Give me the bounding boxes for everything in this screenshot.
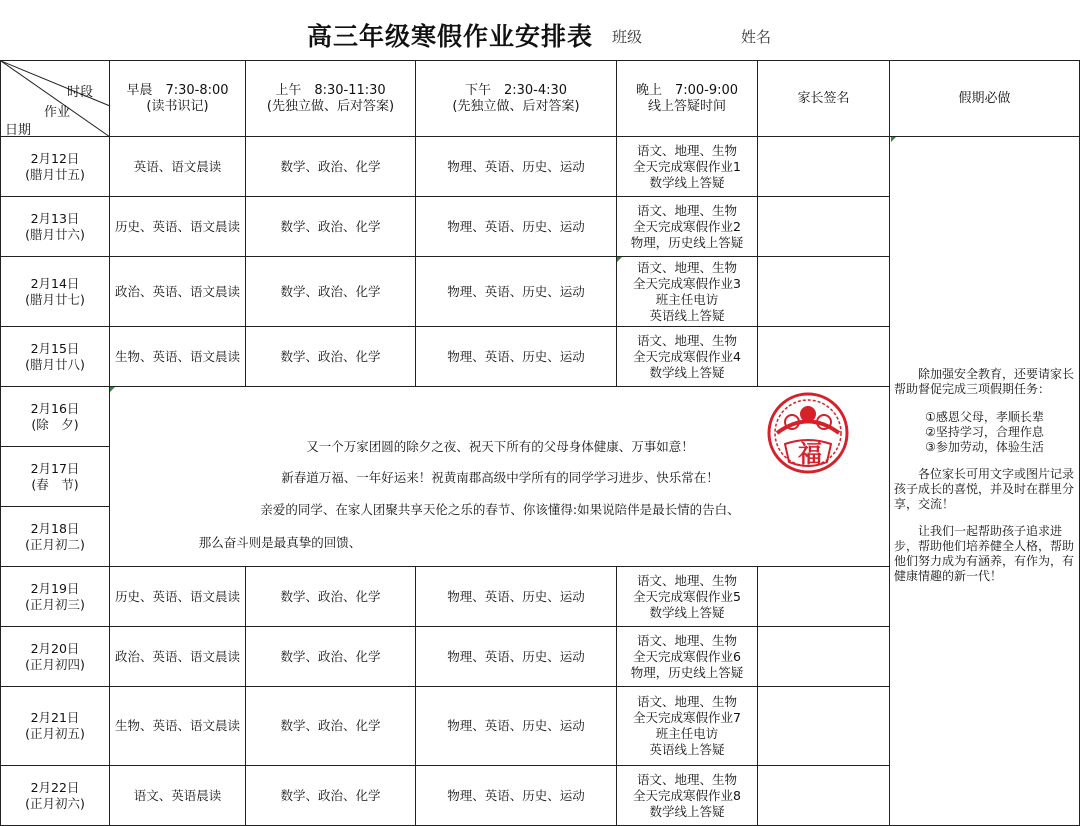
parent-signature-cell bbox=[758, 766, 890, 826]
lunar-date-text: (腊月廿七) bbox=[25, 291, 85, 307]
morning-cell bbox=[110, 257, 246, 327]
evening-line: 语文、地理、生物 bbox=[636, 332, 737, 348]
evening-line: 物理，历史线上答疑 bbox=[630, 234, 744, 250]
am-cell bbox=[246, 137, 416, 197]
must-do-task-2: ②坚持学习，合理作息 bbox=[925, 425, 1044, 439]
evening-line: 全天完成寒假作业3 bbox=[633, 275, 741, 291]
holiday-line-1: 又一个万家团圆的除夕之夜、祝天下所有的父母身体健康、万事如意！ bbox=[306, 439, 694, 454]
am-subjects: 数学、政治、化学 bbox=[280, 283, 381, 299]
morning-subjects: 历史、英语、语文晨读 bbox=[114, 588, 240, 604]
parent-signature-cell bbox=[758, 627, 890, 687]
pm-cell bbox=[416, 327, 617, 387]
am-subjects: 数学、政治、化学 bbox=[280, 158, 381, 174]
pm-subjects: 物理、英语、历史、运动 bbox=[447, 718, 585, 733]
must-do-panel bbox=[890, 137, 1080, 826]
date-text: 2月12日 bbox=[30, 150, 80, 166]
am-subjects: 数学、政治、化学 bbox=[280, 348, 381, 364]
am-cell bbox=[246, 257, 416, 327]
am-cell bbox=[246, 197, 416, 257]
holiday-line-4: 那么奋斗则是最真挚的回馈、 bbox=[198, 535, 362, 550]
lunar-date-text: (春 节) bbox=[31, 476, 79, 492]
evening-line: 语文、地理、生物 bbox=[636, 694, 737, 709]
morning-cell bbox=[110, 137, 246, 197]
col-morning-header bbox=[110, 60, 246, 137]
must-do-task-1: ①感恩父母，孝顺长辈 bbox=[925, 410, 1044, 424]
pm-subjects: 物理、英语、历史、运动 bbox=[447, 348, 585, 364]
pm-cell bbox=[416, 137, 617, 197]
morning-cell bbox=[110, 567, 246, 627]
evening-cell bbox=[617, 687, 758, 766]
lunar-date-text: (正月初四) bbox=[25, 656, 85, 672]
date-text: 2月14日 bbox=[30, 275, 80, 291]
evening-cell bbox=[617, 567, 758, 627]
fu-paper-cut-seal-icon bbox=[767, 392, 849, 474]
date-text: 2月22日 bbox=[30, 779, 80, 795]
morning-subjects: 政治、英语、语文晨读 bbox=[114, 283, 240, 299]
col-must-do-header-line1: 假期必做 bbox=[958, 90, 1011, 106]
evening-line: 语文、地理、生物 bbox=[636, 202, 737, 218]
pm-cell bbox=[416, 766, 617, 826]
date-text: 2月13日 bbox=[30, 210, 80, 226]
date-cell bbox=[0, 137, 110, 197]
morning-cell bbox=[110, 627, 246, 687]
parent-signature-cell bbox=[758, 197, 890, 257]
morning-cell bbox=[110, 687, 246, 766]
col-morning-header-line1: 早晨 7:30-8:00 bbox=[126, 82, 229, 98]
holiday-line-2: 新春道万福、一年好运来！祝黄南郡高级中学所有的同学学习进步、快乐常在！ bbox=[281, 470, 719, 485]
date-cell bbox=[0, 567, 110, 627]
am-cell bbox=[246, 567, 416, 627]
name-label: 姓名 bbox=[741, 28, 772, 46]
morning-subjects: 语文、英语晨读 bbox=[133, 787, 222, 803]
col-evening-header-line2: 线上答疑时间 bbox=[647, 98, 726, 114]
col-am-header-line1: 上午 8:30-11:30 bbox=[275, 82, 386, 98]
morning-subjects: 生物、英语、语文晨读 bbox=[114, 718, 240, 733]
evening-line: 语文、地理、生物 bbox=[636, 259, 737, 275]
morning-subjects: 英语、语文晨读 bbox=[133, 158, 222, 174]
date-cell bbox=[0, 766, 110, 826]
evening-line: 班主任电访 bbox=[655, 291, 719, 307]
must-do-closing: 让我们一起帮助孩子追求进步，帮助他们培养健全人格，帮助他们努力成为有涵养，有作为，有健康情趣的新一代！ bbox=[894, 524, 1075, 583]
evening-line: 班主任电访 bbox=[655, 726, 719, 741]
evening-line: 数学线上答疑 bbox=[649, 803, 725, 819]
evening-line: 数学线上答疑 bbox=[649, 604, 725, 620]
lunar-date-text: (正月初六) bbox=[25, 795, 85, 811]
evening-line: 语文、地理、生物 bbox=[636, 771, 737, 787]
col-morning-header-line2: (读书识记) bbox=[146, 98, 209, 114]
corner-date: 日期 bbox=[5, 123, 32, 138]
pm-subjects: 物理、英语、历史、运动 bbox=[447, 283, 585, 299]
holiday-date-cell bbox=[0, 387, 110, 447]
holiday-line-3: 亲爱的同学、在家人团聚共享天伦之乐的春节、你该懂得:如果说陪伴是最长情的告白、 bbox=[260, 502, 740, 517]
col-am-header-line2: (先独立做、后对答案) bbox=[266, 98, 395, 114]
date-text: 2月21日 bbox=[30, 710, 80, 725]
evening-line: 全天完成寒假作业1 bbox=[633, 158, 741, 174]
lunar-date-text: (正月初三) bbox=[25, 596, 85, 612]
date-text: 2月16日 bbox=[30, 400, 80, 416]
evening-line: 语文、地理、生物 bbox=[636, 632, 737, 648]
morning-subjects: 生物、英语、语文晨读 bbox=[114, 348, 240, 364]
am-subjects: 数学、政治、化学 bbox=[280, 787, 381, 803]
evening-line: 语文、地理、生物 bbox=[636, 572, 737, 588]
comment-marker bbox=[110, 387, 115, 392]
morning-cell bbox=[110, 327, 246, 387]
date-cell bbox=[0, 327, 110, 387]
parent-signature-cell bbox=[758, 257, 890, 327]
evening-cell bbox=[617, 627, 758, 687]
morning-cell bbox=[110, 197, 246, 257]
must-do-record: 各位家长可用文字或图片记录孩子成长的喜悦，并及时在群里分享，交流！ bbox=[894, 467, 1075, 511]
col-evening-header bbox=[617, 60, 758, 137]
evening-cell bbox=[617, 327, 758, 387]
lunar-date-text: (正月初五) bbox=[25, 726, 85, 741]
evening-cell bbox=[617, 197, 758, 257]
parent-signature-cell bbox=[758, 137, 890, 197]
am-subjects: 数学、政治、化学 bbox=[280, 648, 381, 664]
evening-line: 数学线上答疑 bbox=[649, 364, 725, 380]
pm-subjects: 物理、英语、历史、运动 bbox=[447, 787, 585, 803]
lunar-date-text: (除 夕) bbox=[31, 416, 79, 432]
am-subjects: 数学、政治、化学 bbox=[280, 718, 381, 733]
comment-marker bbox=[891, 137, 896, 142]
morning-subjects: 政治、英语、语文晨读 bbox=[114, 648, 240, 664]
col-parent-sign-header bbox=[758, 60, 890, 137]
evening-cell bbox=[617, 257, 758, 327]
must-do-intro: 除加强安全教育，还要请家长帮助督促完成三项假期任务： bbox=[894, 367, 1075, 396]
evening-line: 全天完成寒假作业4 bbox=[633, 348, 741, 364]
pm-subjects: 物理、英语、历史、运动 bbox=[447, 588, 585, 604]
date-text: 2月17日 bbox=[30, 460, 80, 476]
lunar-date-text: (腊月廿六) bbox=[25, 226, 85, 242]
page-title: 高三年级寒假作业安排表 bbox=[307, 22, 594, 51]
lunar-date-text: (正月初二) bbox=[25, 536, 85, 552]
date-cell bbox=[0, 687, 110, 766]
evening-line: 全天完成寒假作业5 bbox=[633, 588, 741, 604]
pm-cell bbox=[416, 627, 617, 687]
date-cell bbox=[0, 197, 110, 257]
holiday-date-cell bbox=[0, 447, 110, 507]
lunar-date-text: (腊月廿八) bbox=[25, 356, 85, 372]
date-text: 2月15日 bbox=[30, 340, 80, 356]
pm-subjects: 物理、英语、历史、运动 bbox=[447, 218, 585, 234]
col-am-header bbox=[246, 60, 416, 137]
pm-cell bbox=[416, 197, 617, 257]
evening-cell bbox=[617, 137, 758, 197]
date-cell bbox=[0, 257, 110, 327]
col-must-do-header bbox=[890, 60, 1080, 137]
col-pm-header bbox=[416, 60, 617, 137]
parent-signature-cell bbox=[758, 567, 890, 627]
date-text: 2月18日 bbox=[30, 520, 80, 536]
evening-line: 全天完成寒假作业7 bbox=[633, 710, 741, 725]
must-do-task-3: ③参加劳动，体验生活 bbox=[925, 440, 1044, 454]
comment-marker bbox=[617, 257, 622, 262]
col-parent-sign-header-line1: 家长签名 bbox=[797, 90, 850, 106]
evening-line: 全天完成寒假作业8 bbox=[633, 787, 741, 803]
date-text: 2月19日 bbox=[30, 580, 80, 596]
evening-line: 语文、地理、生物 bbox=[636, 142, 737, 158]
pm-subjects: 物理、英语、历史、运动 bbox=[447, 648, 585, 664]
holiday-date-cell bbox=[0, 507, 110, 567]
evening-line: 物理，历史线上答疑 bbox=[630, 664, 744, 680]
am-cell bbox=[246, 327, 416, 387]
evening-line: 数学线上答疑 bbox=[649, 174, 725, 190]
corner-header bbox=[0, 60, 110, 137]
pm-cell bbox=[416, 257, 617, 327]
evening-line: 英语线上答疑 bbox=[649, 307, 725, 323]
pm-cell bbox=[416, 567, 617, 627]
col-evening-header-line1: 晚上 7:00-9:00 bbox=[635, 82, 739, 98]
pm-subjects: 物理、英语、历史、运动 bbox=[447, 158, 585, 174]
lunar-date-text: (腊月廿五) bbox=[25, 166, 85, 182]
evening-line: 全天完成寒假作业6 bbox=[633, 648, 741, 664]
parent-signature-cell bbox=[758, 687, 890, 766]
morning-subjects: 历史、英语、语文晨读 bbox=[114, 218, 240, 234]
corner-time-slot: 时段 bbox=[67, 85, 94, 100]
svg-text:福: 福 bbox=[798, 439, 822, 468]
am-subjects: 数学、政治、化学 bbox=[280, 218, 381, 234]
date-text: 2月20日 bbox=[30, 640, 80, 656]
am-cell bbox=[246, 627, 416, 687]
am-cell bbox=[246, 766, 416, 826]
morning-cell bbox=[110, 766, 246, 826]
corner-homework: 作业 bbox=[44, 105, 71, 120]
parent-signature-cell bbox=[758, 327, 890, 387]
evening-line: 英语线上答疑 bbox=[649, 742, 725, 757]
evening-line: 全天完成寒假作业2 bbox=[633, 218, 741, 234]
col-pm-header-line1: 下午 2:30-4:30 bbox=[464, 82, 568, 98]
am-subjects: 数学、政治、化学 bbox=[280, 588, 381, 604]
pm-cell bbox=[416, 687, 617, 766]
col-pm-header-line2: (先独立做、后对答案) bbox=[452, 98, 580, 114]
class-label: 班级 bbox=[612, 28, 643, 46]
date-cell bbox=[0, 627, 110, 687]
am-cell bbox=[246, 687, 416, 766]
evening-cell bbox=[617, 766, 758, 826]
